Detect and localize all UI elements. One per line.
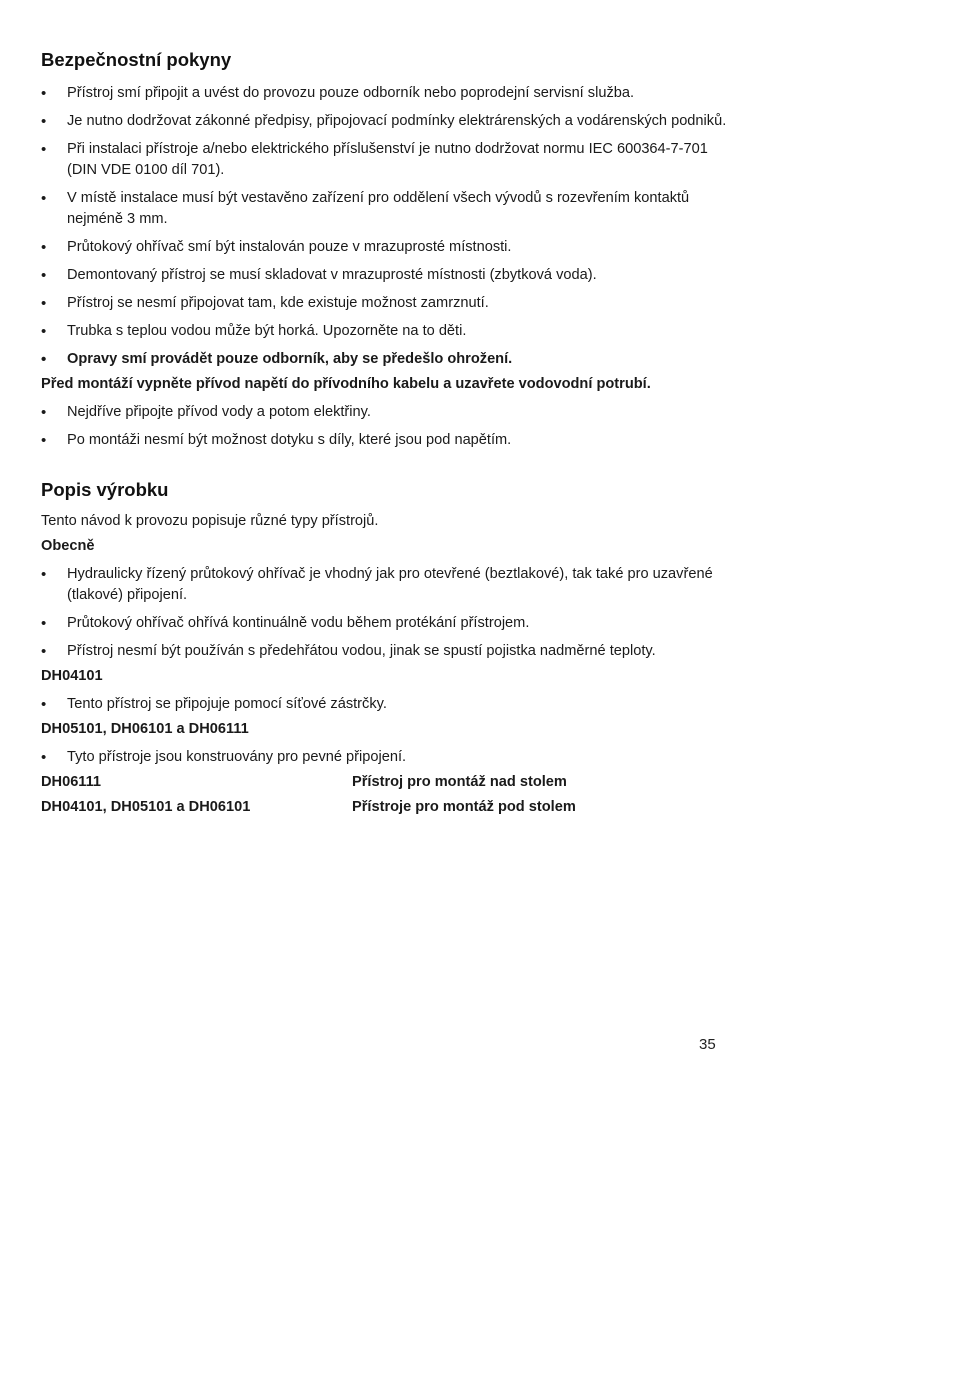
- list-item: • Tento přístroj se připojuje pomocí síťové zástrčky.: [41, 694, 731, 715]
- list-item: • V místě instalace musí být vestavěno zařízení pro oddělení všech vývodů s rozevřením kontaktů nejméně 3 mm.: [41, 188, 731, 230]
- page-number: 35: [699, 1036, 716, 1053]
- list-item: • Je nutno dodržovat zákonné předpisy, připojovací podmínky elektrárenských a vodárenských podniků.: [41, 111, 731, 132]
- list-item: • Po montáži nesmí být možnost dotyku s díly, které jsou pod napětím.: [41, 430, 731, 451]
- safety-list-2: [41, 402, 731, 451]
- subhead-dh05: DH05101, DH06101 a DH06111: [41, 721, 249, 737]
- list-item: • Tyto přístroje jsou konstruovány pro pevné připojení.: [41, 747, 731, 768]
- warning-text: Před montáží vypněte přívod napětí do přívodního kabelu a uzavřete vodovodní potrubí.: [41, 376, 651, 392]
- general-list: [41, 564, 731, 662]
- list-item: • Průtokový ohřívač smí být instalován pouze v mrazuprosté místnosti.: [41, 237, 731, 258]
- subhead-dh04101: DH04101: [41, 668, 103, 684]
- list-item: • Přístroj smí připojit a uvést do provozu pouze odborník nebo poprodejní servisní služba.: [41, 83, 731, 104]
- safety-list: [41, 83, 731, 370]
- list-item: • Nejdříve připojte přívod vody a potom elektřiny.: [41, 402, 731, 423]
- list-item: • Trubka s teplou vodou může být horká. Upozorněte na to děti.: [41, 321, 731, 342]
- model-desc: Přístroj pro montáž nad stolem: [352, 774, 567, 790]
- list-item: • Při instalaci přístroje a/nebo elektrického příslušenství je nutno dodržovat normu IEC 600364-7-701 (DIN VDE 0100 díl 701).: [41, 139, 731, 181]
- subhead-general: Obecně: [41, 538, 95, 554]
- model-name: DH06111: [41, 774, 102, 790]
- document-page: [41, 47, 731, 818]
- section-title-safety: Bezpečnostní pokyny: [41, 49, 232, 70]
- list-item: • Průtokový ohřívač ohřívá kontinuálně vodu během protékání přístrojem.: [41, 613, 731, 634]
- intro-text: Tento návod k provozu popisuje různé typy přístrojů.: [41, 513, 379, 529]
- list-item: • Demontovaný přístroj se musí skladovat v mrazuprosté místnosti (zbytková voda).: [41, 265, 731, 286]
- list-item: • Přístroj se nesmí připojovat tam, kde existuje možnost zamrznutí.: [41, 293, 731, 314]
- model-name: DH04101, DH05101 a DH06101: [41, 799, 251, 815]
- list-item: • Opravy smí provádět pouze odborník, aby se předešlo ohrožení.: [41, 349, 731, 370]
- list-item: • Hydraulicky řízený průtokový ohřívač je vhodný jak pro otevřené (beztlakové), tak také pro uzavřené (tlakové) připojení.: [41, 564, 731, 606]
- dh05-list: [41, 747, 731, 768]
- section-title-product: Popis výrobku: [41, 479, 169, 500]
- dh04101-list: [41, 694, 731, 715]
- model-desc: Přístroje pro montáž pod stolem: [352, 799, 576, 815]
- model-row: [41, 797, 731, 818]
- list-item: • Přístroj nesmí být používán s předehřátou vodou, jinak se spustí pojistka nadměrné teploty.: [41, 641, 731, 662]
- model-row: [41, 772, 731, 793]
